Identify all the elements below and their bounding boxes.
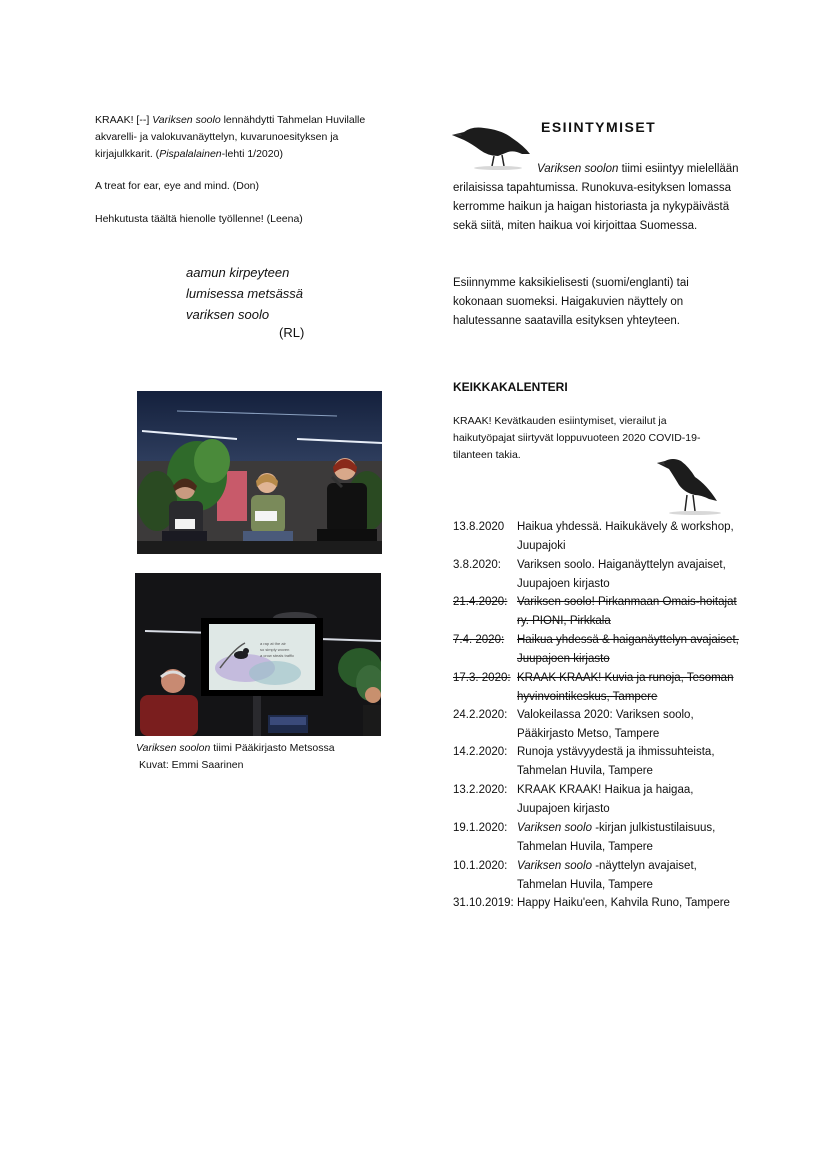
event-date: 14.2.2020: <box>453 746 508 758</box>
poem-author: (RL) <box>279 325 305 340</box>
event-text: -kirjan julkistustilaisuus, Tahmelan Huvila, Tampere <box>517 822 716 853</box>
poem-line: aamun kirpeyteen <box>186 265 290 280</box>
event-text: Variksen soolo. Haiganäyttelyn avajaiset, Juupajoen kirjasto <box>517 559 726 590</box>
event-date: 31.10.2019: <box>453 897 514 909</box>
quote-don: A treat for ear, eye and mind. (Don) <box>95 180 260 192</box>
event-text: KRAAK KRAAK! Kuvia ja runoja, Tesoman hyvinvointikeskus, Tampere <box>517 672 734 703</box>
event-row <box>453 781 753 819</box>
screen-text: a rap at the air <box>260 641 286 646</box>
event-date: 21.4.2020: <box>453 596 508 608</box>
event-text: Runoja ystävyydestä ja ihmissuhteista, Tahmelan Huvila, Tampere <box>517 746 715 777</box>
quote-leena: Hehkutusta täältä hienolle työllenne! (Leena) <box>95 213 303 225</box>
review-quote: KRAAK! [--] Variksen soolo lennähdytti Tahmelan Huvilalle akvarelli- ja valokuvanäyttelyn, kuvarunoesityksen ja kirjajulkkarit. (Pispalalainen-lehti 1/2020) <box>95 114 366 160</box>
event-text: KRAAK KRAAK! Haikua ja haigaa, Juupajoen kirjasto <box>517 784 694 815</box>
photo-credit: Kuvat: Emmi Saarinen <box>139 759 244 771</box>
book-title: Variksen soolo <box>152 114 221 126</box>
photo-caption: Variksen soolon tiimi Pääkirjasto Metsossa <box>136 742 335 754</box>
event-text: Variksen soolo! Pirkanmaan Omais-hoitajat ry. PIONI, Pirkkala <box>517 596 737 627</box>
event-text: Haikua yhdessä. Haikukävely & workshop, Juupajoki <box>517 521 734 552</box>
performances-languages: Esiinnymme kaksikielisesti (suomi/englanti) tai kokonaan suomeksi. Haigakuvien näyttely on halutessanne saatavilla esityksen yhteyteen. <box>453 277 689 327</box>
event-row-cancelled <box>453 669 753 707</box>
event-row <box>453 743 753 781</box>
section-heading-calendar: KEIKKAKALENTERI <box>453 380 568 394</box>
crow-icon <box>655 455 725 517</box>
screen-text: so simply woven <box>260 647 290 652</box>
event-text: Haikua yhdessä & haiganäyttelyn avajaiset, Juupajoen kirjasto <box>517 634 739 665</box>
event-text: -näyttelyn avajaiset, Tahmelan Huvila, Tampere <box>517 860 697 891</box>
caption-title: Variksen soolon <box>136 742 211 754</box>
event-date: 24.2.2020: <box>453 709 508 721</box>
section-heading-performances: ESIINTYMISET <box>541 119 657 135</box>
covid-notice: KRAAK! Kevätkauden esiintymiset, vierailut ja haikutyöpajat siirtyvät loppuvuoteen 2020 COVID-19-tilanteen takia. <box>453 415 701 461</box>
crow-illustration-bottom <box>655 455 725 517</box>
event-text: Happy Haiku'een, Kahvila Runo, Tampere <box>517 897 730 909</box>
event-photo-2 <box>135 573 381 736</box>
team-name: Variksen soolon <box>537 163 619 175</box>
event-row-cancelled <box>453 593 753 631</box>
event-date: 17.3. 2020: <box>453 672 511 684</box>
event-row-cancelled <box>453 631 753 669</box>
event-date: 7.4. 2020: <box>453 634 505 646</box>
performances-intro: Variksen soolon tiimi esiintyy mielellään erilaisissa tapahtumissa. Runokuva-esityksen lomassa kerromme haikun ja haigan historiasta ja nykypäivästä sekä siitä, miten haikua voi kirjoittaa Suomessa. <box>453 163 739 232</box>
event-row <box>453 706 753 744</box>
source-title: Pispalalainen <box>159 148 222 160</box>
poem-line: lumisessa metsässä <box>186 286 304 301</box>
event-date: 13.2.2020: <box>453 784 508 796</box>
event-date: 19.1.2020: <box>453 822 508 834</box>
event-photo-1 <box>137 391 382 554</box>
event-book-title: Variksen soolo <box>517 822 593 834</box>
event-text: Valokeilassa 2020: Variksen soolo, Pääkirjasto Metso, Tampere <box>517 709 694 740</box>
poem-line: variksen soolo <box>186 307 270 322</box>
event-row <box>453 556 753 594</box>
haiku-poem <box>186 262 386 325</box>
event-row <box>453 894 753 932</box>
event-book-title: Variksen soolo <box>517 860 593 872</box>
event-row <box>453 819 753 857</box>
event-date: 13.8.2020 <box>453 521 505 533</box>
event-row <box>453 518 753 556</box>
event-date: 3.8.2020: <box>453 559 501 571</box>
screen-text: a crow steals traffic <box>260 653 295 658</box>
event-date: 10.1.2020: <box>453 860 508 872</box>
event-row <box>453 857 753 895</box>
